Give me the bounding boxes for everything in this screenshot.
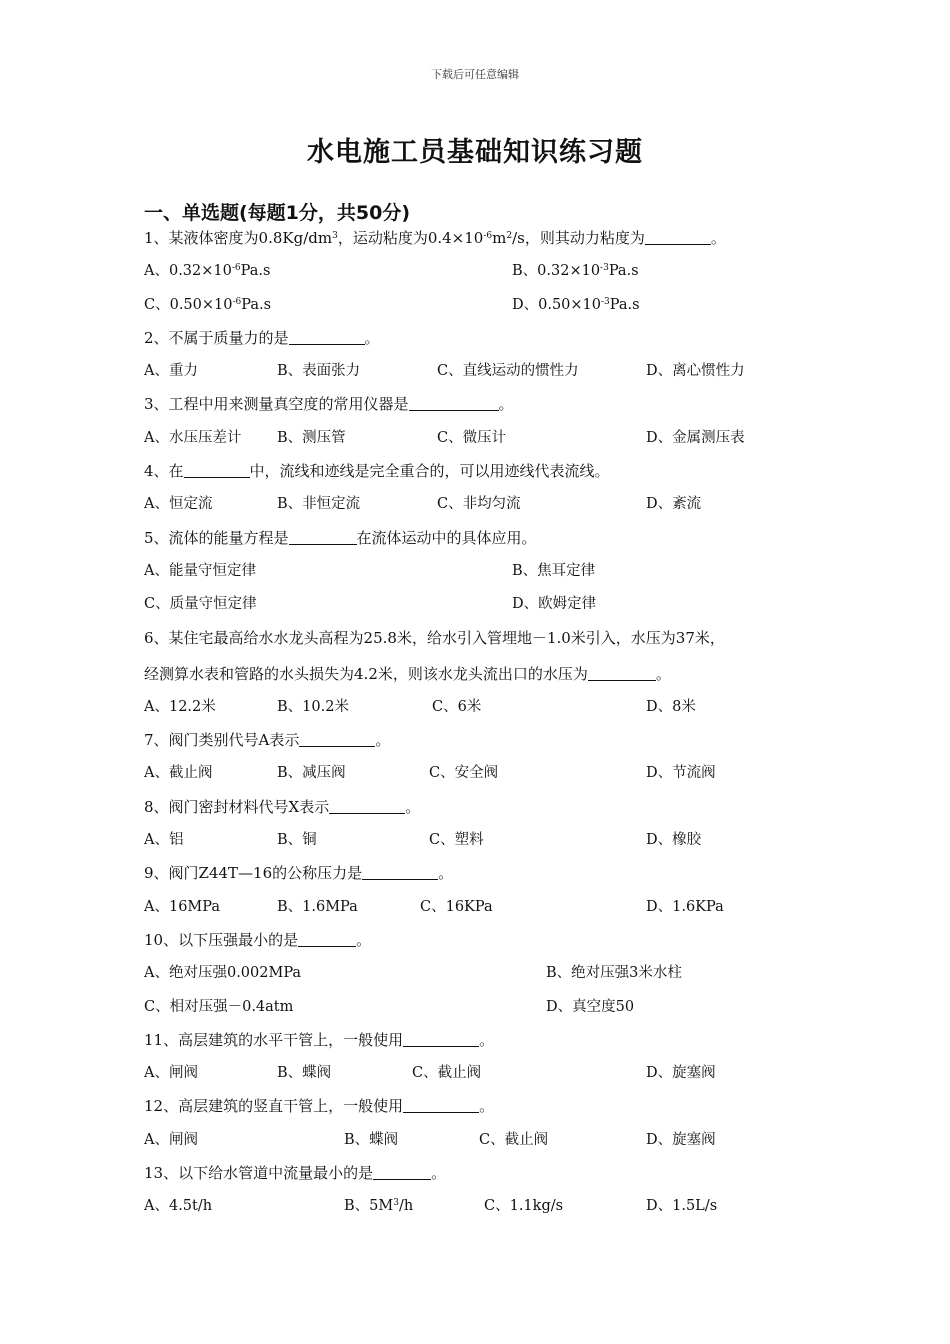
option-d[interactable]: D、节流阀	[646, 765, 716, 782]
option-a[interactable]: A、$0.32\times 10^{-6}Pa.s$	[144, 263, 271, 280]
question-4-options	[144, 492, 824, 525]
question-1-options-ab	[144, 259, 824, 292]
option-c[interactable]: C、6米	[432, 698, 482, 715]
option-b[interactable]: B、蝶阀	[344, 1131, 399, 1148]
option-a[interactable]: A、重力	[144, 363, 198, 380]
option-a[interactable]: A、截止阀	[144, 765, 213, 782]
option-b[interactable]: B、$5M^3/h$	[344, 1198, 414, 1215]
question-10-options-cd	[144, 995, 824, 1028]
option-a[interactable]: A、16MPa	[144, 898, 221, 915]
option-c[interactable]: C、微压计	[437, 429, 507, 446]
option-b[interactable]: B、绝对压强3米水柱	[546, 965, 682, 982]
question-3: 3、工程中用来测量真空度的常用仪器是 。	[144, 395, 514, 414]
option-b[interactable]: B、非恒定流	[277, 496, 361, 513]
option-d[interactable]: D、欧姆定律	[512, 596, 597, 613]
answer-blank[interactable]	[289, 329, 365, 345]
question-1: 1、某液体密度为$0.8Kg/dm^3$，运动粘度为$0.4\times 10^{-6}m^2/s$，则其动力粘度为 。	[144, 229, 726, 247]
option-b[interactable]: B、蝶阀	[277, 1065, 332, 1082]
option-b[interactable]: B、减压阀	[277, 765, 346, 782]
question-6-line-2: 经测算水表和管路的水头损失为4.2米，则该水龙头流出口的水压为 。	[144, 664, 671, 683]
question-13-options	[144, 1194, 824, 1227]
option-c[interactable]: C、安全阀	[429, 765, 499, 782]
option-a[interactable]: A、水压压差计	[144, 429, 242, 446]
option-b[interactable]: B、测压管	[277, 429, 346, 446]
option-c[interactable]: C、质量守恒定律	[144, 596, 257, 613]
question-9: 9、阀门Z44T—16的公称压力是 。	[144, 864, 454, 883]
option-d[interactable]: D、旋塞阀	[646, 1131, 716, 1148]
option-c[interactable]: C、16KPa	[420, 898, 493, 915]
option-c[interactable]: C、1.1kg/s	[484, 1198, 564, 1215]
option-a[interactable]: A、能量守恒定律	[144, 562, 256, 579]
question-9-options	[144, 895, 824, 928]
option-a[interactable]: A、4.5t/h	[144, 1198, 213, 1215]
option-d[interactable]: D、$0.50\times 10^{-3}Pa.s$	[512, 296, 640, 313]
answer-blank[interactable]	[403, 1097, 479, 1113]
question-10-options-ab	[144, 961, 824, 994]
question-7-options	[144, 761, 824, 794]
question-3-options	[144, 426, 824, 459]
answer-blank[interactable]	[373, 1164, 431, 1180]
option-b[interactable]: B、1.6MPa	[277, 898, 358, 915]
answer-blank[interactable]	[403, 1031, 479, 1047]
option-c[interactable]: C、相对压强－0.4atm	[144, 998, 294, 1015]
option-c[interactable]: C、非均匀流	[437, 496, 521, 513]
option-a[interactable]: A、闸阀	[144, 1131, 198, 1148]
option-c[interactable]: C、塑料	[429, 832, 484, 849]
question-5: 5、流体的能量方程是 在流体运动中的具体应用。	[144, 528, 537, 547]
question-8-options	[144, 828, 824, 861]
section-heading: 一、单选题(每题1分，共50分)	[144, 202, 411, 224]
question-6-line-1: 6、某住宅最高给水水龙头高程为25.8米，给水引入管埋地－1.0米引入，水压为37米，	[144, 628, 725, 647]
option-d[interactable]: D、1.6KPa	[646, 898, 724, 915]
answer-blank[interactable]	[298, 931, 356, 947]
answer-blank[interactable]	[588, 665, 656, 681]
option-c[interactable]: C、截止阀	[412, 1065, 482, 1082]
question-11: 11、高层建筑的水平干管上，一般使用 。	[144, 1030, 495, 1049]
answer-blank[interactable]	[184, 462, 250, 478]
question-6-options	[144, 695, 824, 728]
question-7: 7、阀门类别代号A表示 。	[144, 731, 391, 750]
option-c[interactable]: C、$0.50\times 10^{-6}Pa.s$	[144, 296, 272, 313]
option-d[interactable]: D、紊流	[646, 496, 702, 513]
question-1-options-cd	[144, 293, 824, 326]
option-d[interactable]: D、离心惯性力	[646, 363, 745, 380]
answer-blank[interactable]	[289, 529, 357, 545]
option-a[interactable]: A、绝对压强0.002MPa	[144, 965, 302, 982]
question-5-options-cd	[144, 592, 824, 625]
option-d[interactable]: D、8米	[646, 698, 696, 715]
question-10: 10、以下压强最小的是 。	[144, 930, 372, 949]
question-2-options	[144, 359, 824, 392]
option-a[interactable]: A、铝	[144, 832, 184, 849]
option-b[interactable]: B、$0.32\times 10^{-3}Pa.s$	[512, 263, 639, 280]
question-12-options	[144, 1128, 824, 1161]
option-d[interactable]: D、真空度50	[546, 998, 635, 1015]
option-a[interactable]: A、恒定流	[144, 496, 213, 513]
document-title: 水电施工员基础知识练习题	[307, 137, 643, 168]
question-2: 2、不属于质量力的是 。	[144, 328, 380, 347]
option-b[interactable]: B、表面张力	[277, 363, 361, 380]
answer-blank[interactable]	[299, 731, 375, 747]
header-note: 下载后可任意编辑	[431, 68, 519, 81]
answer-blank[interactable]	[329, 798, 405, 814]
option-c[interactable]: C、直线运动的惯性力	[437, 363, 579, 380]
option-d[interactable]: D、1.5L/s	[646, 1198, 718, 1215]
option-a[interactable]: A、12.2米	[144, 698, 216, 715]
answer-blank[interactable]	[409, 395, 499, 411]
option-b[interactable]: B、10.2米	[277, 698, 349, 715]
option-b[interactable]: B、焦耳定律	[512, 562, 596, 579]
question-12: 12、高层建筑的竖直干管上，一般使用 。	[144, 1097, 495, 1116]
question-13: 13、以下给水管道中流量最小的是 。	[144, 1164, 447, 1183]
question-8: 8、阀门密封材料代号X表示 。	[144, 797, 421, 816]
question-5-options-ab	[144, 559, 824, 592]
option-d[interactable]: D、橡胶	[646, 832, 702, 849]
question-list	[144, 226, 824, 1228]
option-d[interactable]: D、旋塞阀	[646, 1065, 716, 1082]
option-c[interactable]: C、截止阀	[479, 1131, 549, 1148]
option-a[interactable]: A、闸阀	[144, 1065, 198, 1082]
question-11-options	[144, 1061, 824, 1094]
option-d[interactable]: D、金属测压表	[646, 429, 745, 446]
answer-blank[interactable]	[645, 229, 711, 245]
answer-blank[interactable]	[362, 864, 438, 880]
option-b[interactable]: B、铜	[277, 832, 317, 849]
question-4: 4、在 中，流线和迹线是完全重合的，可以用迹线代表流线。	[144, 462, 610, 481]
